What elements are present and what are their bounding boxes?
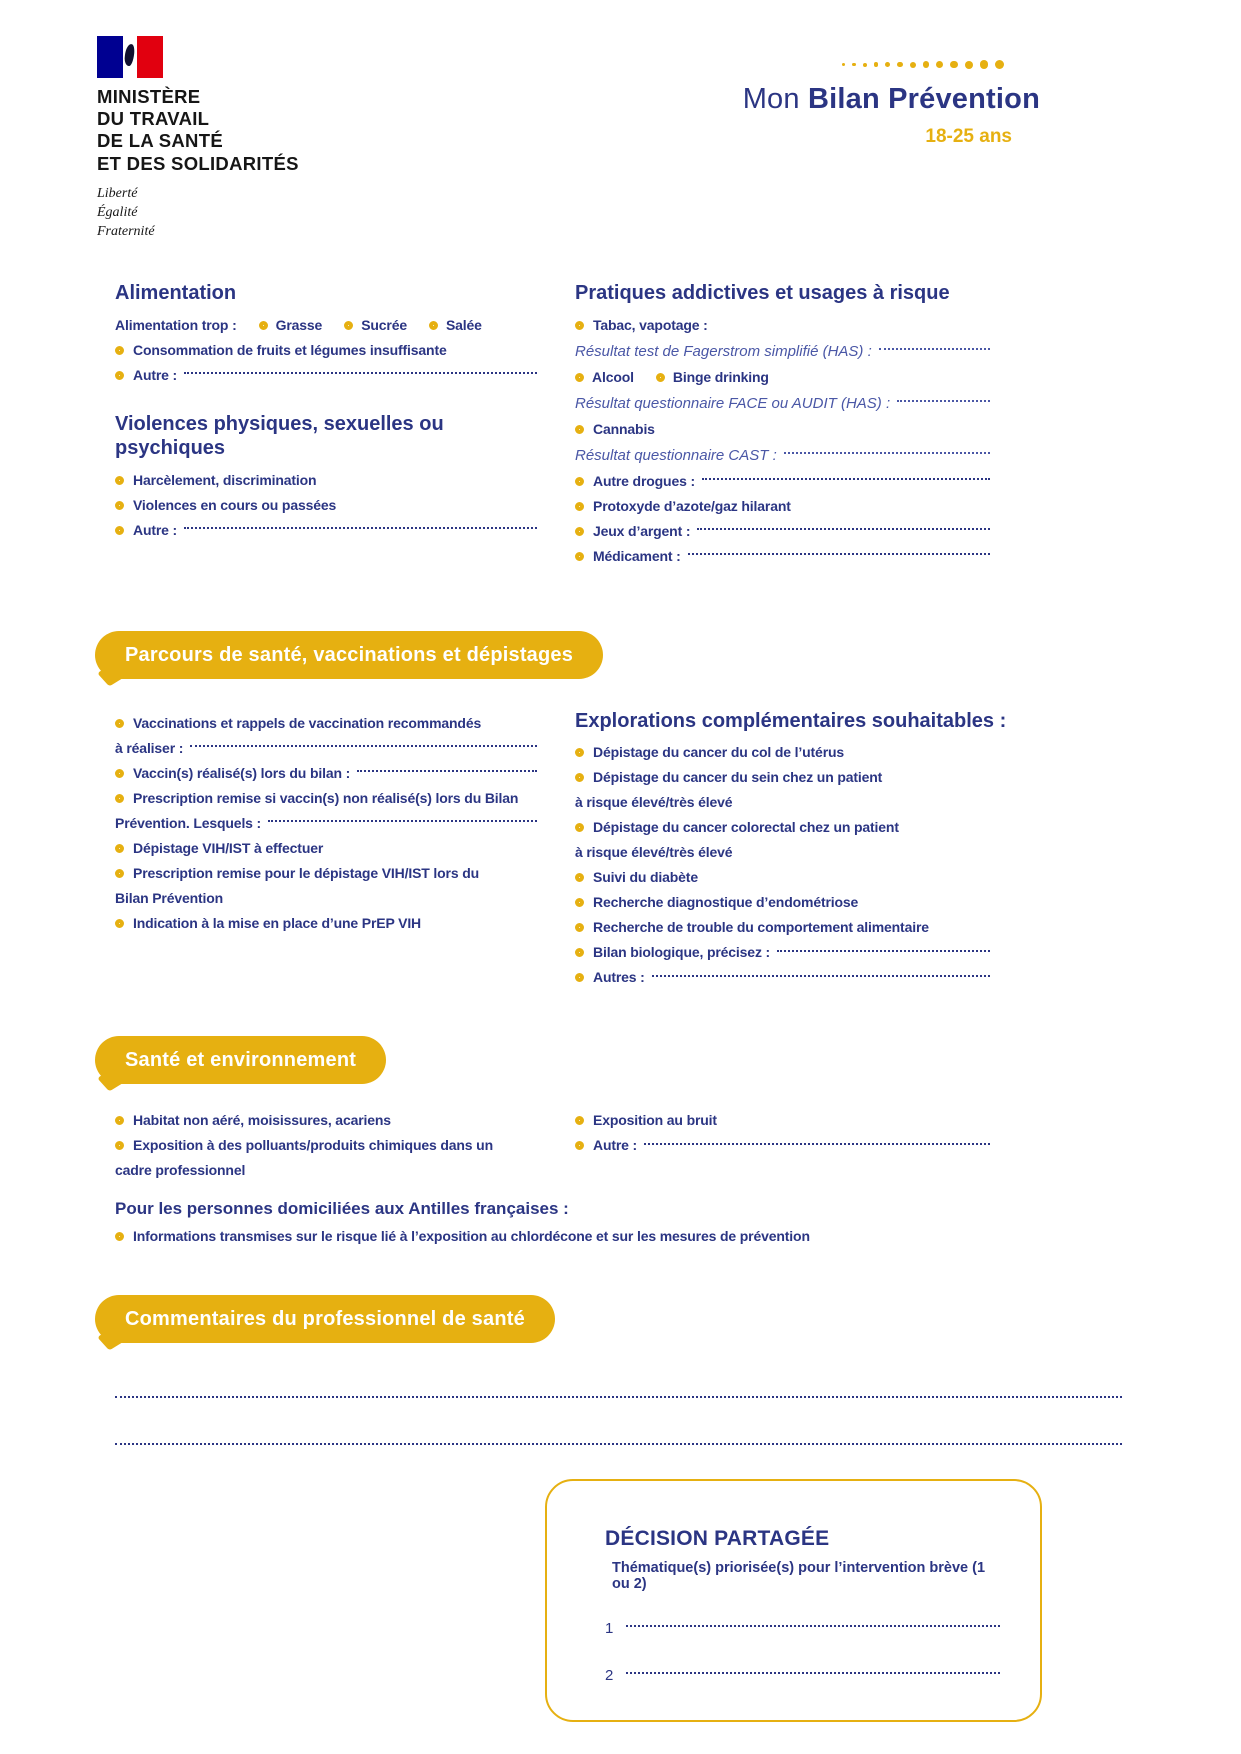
item-label: Dépistage du cancer colorectal chez un patient xyxy=(593,819,899,836)
item-label: Habitat non aéré, moisissures, acariens xyxy=(133,1112,391,1129)
dotted-field[interactable] xyxy=(190,745,537,747)
item-label: Vaccin(s) réalisé(s) lors du bilan : xyxy=(133,764,351,781)
dot-icon xyxy=(995,60,1004,69)
dot-icon xyxy=(874,62,879,67)
item-label: Prescription remise si vaccin(s) non réalisé(s) lors du Bilan xyxy=(133,789,519,806)
checkbox-circle[interactable] xyxy=(344,321,353,330)
pill-label: Commentaires du professionnel de santé xyxy=(125,1307,525,1330)
item-label: à risque élevé/très élevé xyxy=(575,794,733,811)
parcours-items xyxy=(115,713,537,934)
item-label: Tabac, vapotage : xyxy=(593,316,708,333)
checkbox-circle[interactable] xyxy=(575,948,584,957)
form-row xyxy=(575,367,990,388)
section-title-antilles: Pour les personnes domiciliées aux Antilles françaises : xyxy=(115,1199,569,1219)
item-label: à réaliser : xyxy=(115,739,184,756)
form-row xyxy=(605,1618,1000,1639)
checkbox-circle[interactable] xyxy=(115,794,124,803)
dotted-field[interactable] xyxy=(784,452,990,454)
decision-items xyxy=(605,1618,1000,1686)
form-row xyxy=(115,520,537,541)
checkbox-circle[interactable] xyxy=(115,719,124,728)
item-label: Prescription remise pour le dépistage VIH/IST lors du xyxy=(133,864,480,881)
item-label: Exposition au bruit xyxy=(593,1112,717,1129)
column-right xyxy=(575,709,1007,992)
dot-icon xyxy=(950,61,958,69)
column-left xyxy=(115,1106,575,1185)
form-row xyxy=(575,767,990,788)
environnement-items-right xyxy=(575,1110,990,1156)
item-label: Indication à la mise en place d’une PrEP VIH xyxy=(133,914,422,931)
item-label: Recherche diagnostique d’endométriose xyxy=(593,894,859,911)
priority-number: 1 xyxy=(605,1619,614,1637)
form-row xyxy=(575,942,990,963)
dot-icon xyxy=(923,61,930,68)
form-row xyxy=(115,470,537,491)
checkbox-circle[interactable] xyxy=(115,844,124,853)
marianne-icon xyxy=(123,36,137,78)
page-header xyxy=(97,36,1122,241)
form-row xyxy=(115,1135,537,1156)
dotted-field[interactable] xyxy=(702,478,990,480)
checkbox-circle[interactable] xyxy=(429,321,438,330)
option[interactable] xyxy=(429,315,482,336)
note-row xyxy=(575,445,990,466)
note-label: Résultat questionnaire CAST : xyxy=(575,446,777,464)
section-title-violences: Violences physiques, sexuelles ou psychiques xyxy=(115,412,444,460)
item-label: Médicament : xyxy=(593,547,681,564)
environnement-sections xyxy=(115,1106,1122,1185)
item-label: Autres : xyxy=(593,969,645,986)
dot-icon xyxy=(910,62,916,68)
dotted-field[interactable] xyxy=(688,553,990,555)
checkbox-circle[interactable] xyxy=(115,869,124,878)
dotted-field[interactable] xyxy=(626,1672,1000,1674)
motto-line: Liberté xyxy=(97,185,138,201)
checkbox-circle[interactable] xyxy=(115,526,124,535)
form-row xyxy=(575,917,990,938)
column-right xyxy=(575,281,990,570)
ministry-line: ET DES SOLIDARITÉS xyxy=(97,152,299,174)
form-row xyxy=(115,340,537,361)
form-row xyxy=(575,967,990,988)
checkbox-circle[interactable] xyxy=(656,373,665,382)
form-row xyxy=(575,817,990,838)
note-row xyxy=(575,393,990,414)
form-row xyxy=(575,521,990,542)
form-row xyxy=(115,738,537,759)
form-row xyxy=(575,1135,990,1156)
dot-icon xyxy=(852,63,856,67)
dot-icon xyxy=(885,62,890,67)
form-row xyxy=(115,1226,1122,1247)
parcours-sections xyxy=(115,709,1122,992)
comments-area xyxy=(115,1351,1122,1445)
dot-icon xyxy=(936,61,943,68)
checkbox-circle[interactable] xyxy=(115,1116,124,1125)
form-row xyxy=(115,315,537,336)
option[interactable] xyxy=(344,315,407,336)
item-label: Harcèlement, discrimination xyxy=(133,471,317,488)
priority-number: 2 xyxy=(605,1666,614,1684)
item-label: Autre : xyxy=(593,1137,638,1154)
flag-red-stripe xyxy=(137,36,163,78)
option-group-label: Alimentation trop : xyxy=(115,316,237,333)
form-row xyxy=(115,863,537,884)
dot-icon xyxy=(965,61,973,69)
dot-icon xyxy=(863,63,867,67)
form-row xyxy=(605,1665,1000,1686)
form-row xyxy=(575,892,990,913)
dotted-field[interactable] xyxy=(652,975,990,977)
option-label: Alcool xyxy=(592,368,634,385)
option[interactable] xyxy=(656,367,769,388)
republic-motto xyxy=(97,185,299,242)
dotted-field[interactable] xyxy=(626,1625,1000,1627)
item-label: Autre drogues : xyxy=(593,472,695,489)
form-row xyxy=(575,867,990,888)
dotted-field[interactable] xyxy=(897,400,990,402)
antilles-items xyxy=(115,1226,1122,1247)
ministry-line: DU TRAVAIL xyxy=(97,108,210,130)
form-row xyxy=(575,1110,990,1131)
top-sections xyxy=(115,281,1122,570)
form-row xyxy=(115,763,537,784)
item-label: Vaccinations et rappels de vaccination recommandés xyxy=(133,714,482,731)
checkbox-circle[interactable] xyxy=(115,1141,124,1150)
form-row xyxy=(115,838,537,859)
item-label: Violences en cours ou passées xyxy=(133,496,337,513)
environnement-items-left xyxy=(115,1110,537,1181)
violences-items xyxy=(115,470,537,541)
item-label: Jeux d’argent : xyxy=(593,522,691,539)
decision-title: DÉCISION PARTAGÉE xyxy=(605,1526,830,1550)
item-label: Dépistage du cancer du col de l’utérus xyxy=(593,744,845,761)
decision-subtitle: Thématique(s) priorisée(s) pour l’intervention brève (1 ou 2) xyxy=(612,1559,986,1592)
form-row xyxy=(575,315,990,336)
dotted-field[interactable] xyxy=(879,348,990,350)
form-row xyxy=(115,1110,537,1131)
brand-block xyxy=(743,60,1040,148)
form-row xyxy=(575,792,990,813)
ministry-logo xyxy=(97,36,299,241)
ministry-name xyxy=(97,86,299,175)
column-left xyxy=(115,281,575,570)
addictions-items xyxy=(575,315,990,567)
checkbox-circle[interactable] xyxy=(575,552,584,561)
form-row xyxy=(115,913,537,934)
explorations-items xyxy=(575,742,990,988)
dot-icon xyxy=(980,60,989,69)
section-pill-sante-environnement xyxy=(95,1036,386,1084)
item-label: Bilan Prévention xyxy=(115,889,224,906)
checkbox-circle[interactable] xyxy=(575,321,584,330)
pill-label: Parcours de santé, vaccinations et dépistages xyxy=(125,643,574,666)
option-label: Sucrée xyxy=(361,316,407,333)
item-label: Prévention. Lesquels : xyxy=(115,814,262,831)
item-label: Bilan biologique, précisez : xyxy=(593,944,771,961)
item-label: à risque élevé/très élevé xyxy=(575,844,733,861)
checkbox-circle[interactable] xyxy=(115,501,124,510)
checkbox-circle[interactable] xyxy=(575,1141,584,1150)
dot-icon xyxy=(897,62,903,68)
form-row xyxy=(115,1160,537,1181)
note-row xyxy=(575,341,990,362)
item-label: Dépistage VIH/IST à effectuer xyxy=(133,839,324,856)
form-row xyxy=(115,813,537,834)
option[interactable] xyxy=(259,315,323,336)
ministry-line: MINISTÈRE xyxy=(97,86,201,107)
item-label: Protoxyde d’azote/gaz hilarant xyxy=(593,497,791,514)
item-label: Consommation de fruits et légumes insuffisante xyxy=(133,341,447,358)
form-row xyxy=(575,496,990,517)
section-pill-commentaires xyxy=(95,1295,555,1343)
item-label: Dépistage du cancer du sein chez un patient xyxy=(593,769,883,786)
checkbox-circle[interactable] xyxy=(575,898,584,907)
dotted-field[interactable] xyxy=(184,372,537,374)
ministry-line: DE LA SANTÉ xyxy=(97,130,223,152)
checkbox-circle[interactable] xyxy=(575,502,584,511)
checkbox-circle[interactable] xyxy=(575,527,584,536)
section-title-explorations: Explorations complémentaires souhaitables : xyxy=(575,709,1007,732)
item-label: Autre : xyxy=(133,366,178,383)
dotted-field[interactable] xyxy=(777,950,990,952)
column-right xyxy=(575,1106,990,1185)
checkbox-circle[interactable] xyxy=(575,748,584,757)
dot-icon xyxy=(842,63,845,66)
form-row xyxy=(575,842,990,863)
french-flag-icon xyxy=(97,36,163,78)
form-row xyxy=(115,365,537,386)
item-label: Autre : xyxy=(133,521,178,538)
option[interactable] xyxy=(575,367,634,388)
checkbox-circle[interactable] xyxy=(575,477,584,486)
form-row xyxy=(115,788,537,809)
option-label: Binge drinking xyxy=(672,368,769,385)
item-label: Informations transmises sur le risque lié à l’exposition au chlordécone et sur les mesures de prévention xyxy=(133,1227,810,1244)
checkbox-circle[interactable] xyxy=(575,823,584,832)
dotted-field[interactable] xyxy=(184,527,537,529)
item-label: Recherche de trouble du comportement alimentaire xyxy=(593,919,929,936)
dotted-field[interactable] xyxy=(644,1143,990,1145)
brand-title xyxy=(743,83,1040,116)
checkbox-circle[interactable] xyxy=(115,919,124,928)
checkbox-circle[interactable] xyxy=(575,973,584,982)
motto-line: Fraternité xyxy=(97,223,155,239)
checkbox-circle[interactable] xyxy=(115,346,124,355)
flag-blue-stripe xyxy=(97,36,123,78)
checkbox-circle[interactable] xyxy=(115,371,124,380)
checkbox-circle[interactable] xyxy=(115,1232,124,1241)
alimentation-items xyxy=(115,315,537,386)
section-title-addictions: Pratiques addictives et usages à risque xyxy=(575,282,950,305)
item-label: Exposition à des polluants/produits chimiques dans un xyxy=(133,1137,493,1154)
checkbox-circle[interactable] xyxy=(575,873,584,882)
form-row xyxy=(115,888,537,909)
dotted-field[interactable] xyxy=(357,770,537,772)
checkbox-circle[interactable] xyxy=(575,923,584,932)
brand-bold: Bilan Prévention xyxy=(807,83,1040,115)
motto-line: Égalité xyxy=(97,204,138,220)
dotted-field[interactable] xyxy=(268,820,537,822)
item-label: cadre professionnel xyxy=(115,1162,246,1179)
item-label: Cannabis xyxy=(593,420,655,437)
comment-line[interactable] xyxy=(115,1351,1122,1398)
note-label: Résultat questionnaire FACE ou AUDIT (HAS) : xyxy=(575,394,891,412)
column-left xyxy=(115,709,575,992)
checkbox-circle[interactable] xyxy=(575,425,584,434)
section-title-alimentation: Alimentation xyxy=(115,282,237,305)
checkbox-circle[interactable] xyxy=(575,773,584,782)
form-row xyxy=(575,546,990,567)
form-row xyxy=(115,713,537,734)
checkbox-circle[interactable] xyxy=(115,769,124,778)
section-pill-parcours xyxy=(95,631,603,679)
antilles-section xyxy=(115,1199,1122,1247)
option-label: Grasse xyxy=(275,316,323,333)
checkbox-circle[interactable] xyxy=(575,1116,584,1125)
comment-line[interactable] xyxy=(115,1398,1122,1445)
age-range-badge: 18-25 ans xyxy=(925,126,1012,147)
form-row xyxy=(575,742,990,763)
checkbox-circle[interactable] xyxy=(115,476,124,485)
dotted-field[interactable] xyxy=(697,528,990,530)
checkbox-circle[interactable] xyxy=(259,321,268,330)
item-label: Suivi du diabète xyxy=(593,869,698,886)
note-label: Résultat test de Fagerstrom simplifié (HAS) : xyxy=(575,342,872,360)
brand-prefix: Mon xyxy=(742,83,808,115)
form-row xyxy=(115,495,537,516)
checkbox-circle[interactable] xyxy=(575,373,584,382)
dots-decoration xyxy=(842,60,1004,69)
option-label: Salée xyxy=(445,316,482,333)
pill-label: Santé et environnement xyxy=(125,1049,357,1072)
decision-box xyxy=(545,1479,1042,1722)
form-row xyxy=(575,419,990,440)
form-row xyxy=(575,471,990,492)
